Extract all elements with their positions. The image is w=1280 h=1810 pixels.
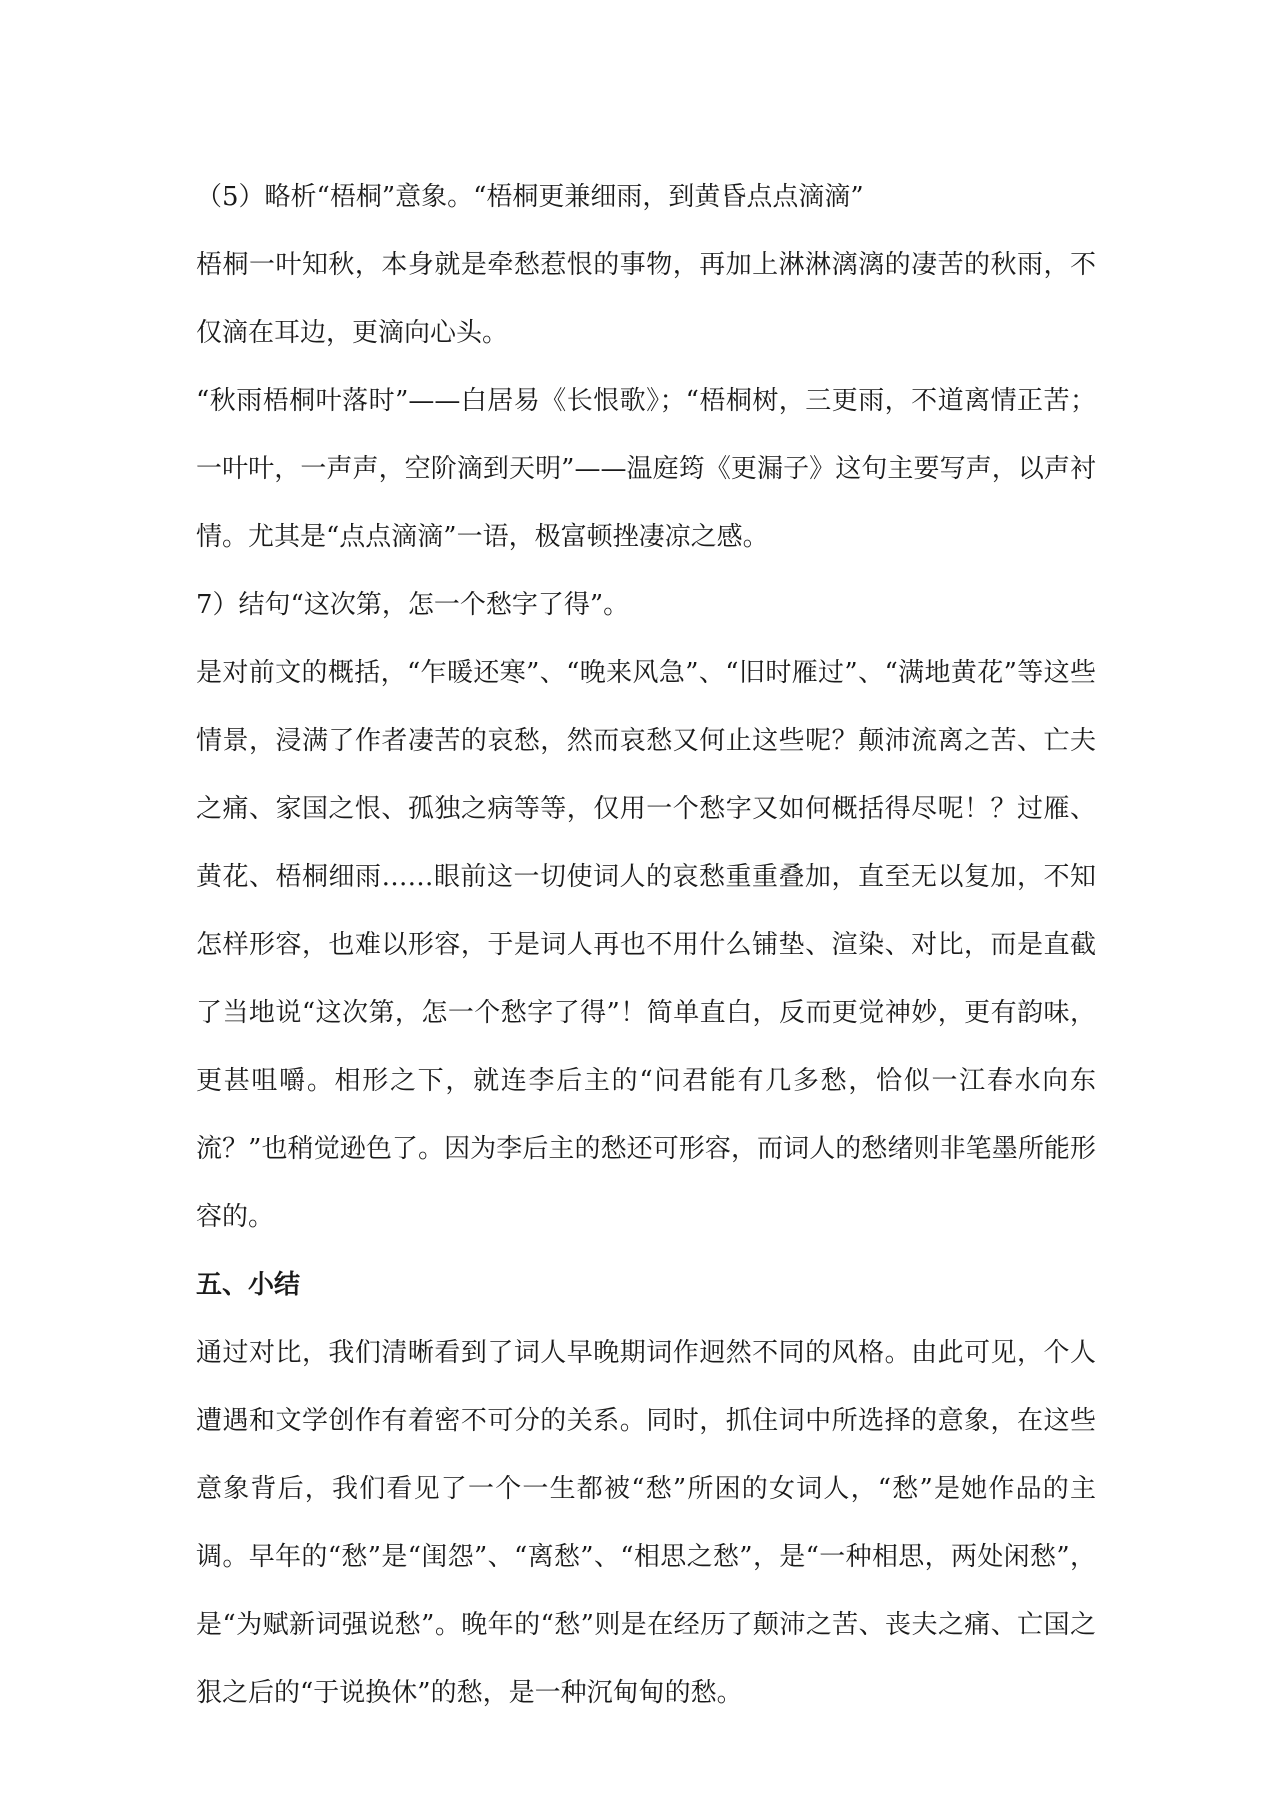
paragraph-closing-line-analysis: 是对前文的概括，“乍暖还寒”、“晚来风急”、“旧时雁过”、“满地黄花”等这些情景，浸满了作者凄苦的哀愁，然而哀愁又何止这些呢？颠沛流离之苦、亡夫之痛、家国之恨、孤独之病等等，仅用一个愁字又如何概括得尽呢！？过雁、黄花、梧桐细雨……眼前这一切使词人的哀愁重重叠加，直至无以复加，不知怎样形容，也难以形容，于是词人再也不用什么铺垫、渲染、对比，而是直截了当地说“这次第，怎一个愁字了得”！简单直白，反而更觉神妙，更有韵味，更甚咀嚼。相形之下，就连李后主的“问君能有几多愁，恰似一江春水向东流？”也稍觉逊色了。因为李后主的愁还可形容，而词人的愁绪则非笔墨所能形容的。	[196, 658, 1096, 1232]
document-body	[196, 163, 1096, 1727]
section-heading-summary: 五、小结	[196, 1270, 301, 1300]
paragraph-summary: 通过对比，我们清晰看到了词人早晚期词作迥然不同的风格。由此可见，个人遭遇和文学创作有着密不可分的关系。同时，抓住词中所选择的意象，在这些意象背后，我们看见了一个一生都被“愁”所困的女词人，“愁”是她作品的主调。早年的“愁”是“闺怨”、“离愁”、“相思之愁”，是“一种相思，两处闲愁”，是“为赋新词强说愁”。晚年的“愁”则是在经历了颠沛之苦、丧夫之痛、亡国之狠之后的“于说换休”的愁，是一种沉甸甸的愁。	[196, 1338, 1096, 1708]
paragraph-wutong-quotes: “秋雨梧桐叶落时”——白居易《长恨歌》；“梧桐树，三更雨，不道离情正苦；一叶叶，一声声，空阶滴到天明”——温庭筠《更漏子》这句主要写声，以声衬情。尤其是“点点滴滴”一语，极富顿挫凄凉之感。	[196, 386, 1096, 552]
paragraph-wutong-title: （5）略析“梧桐”意象。“梧桐更兼细雨，到黄昏点点滴滴”	[196, 182, 864, 212]
paragraph-closing-line-title: 7）结句“这次第，怎一个愁字了得”。	[196, 590, 630, 620]
paragraph-wutong-analysis: 梧桐一叶知秋，本身就是牵愁惹恨的事物，再加上淋淋漓漓的凄苦的秋雨，不仅滴在耳边，更滴向心头。	[196, 250, 1096, 348]
